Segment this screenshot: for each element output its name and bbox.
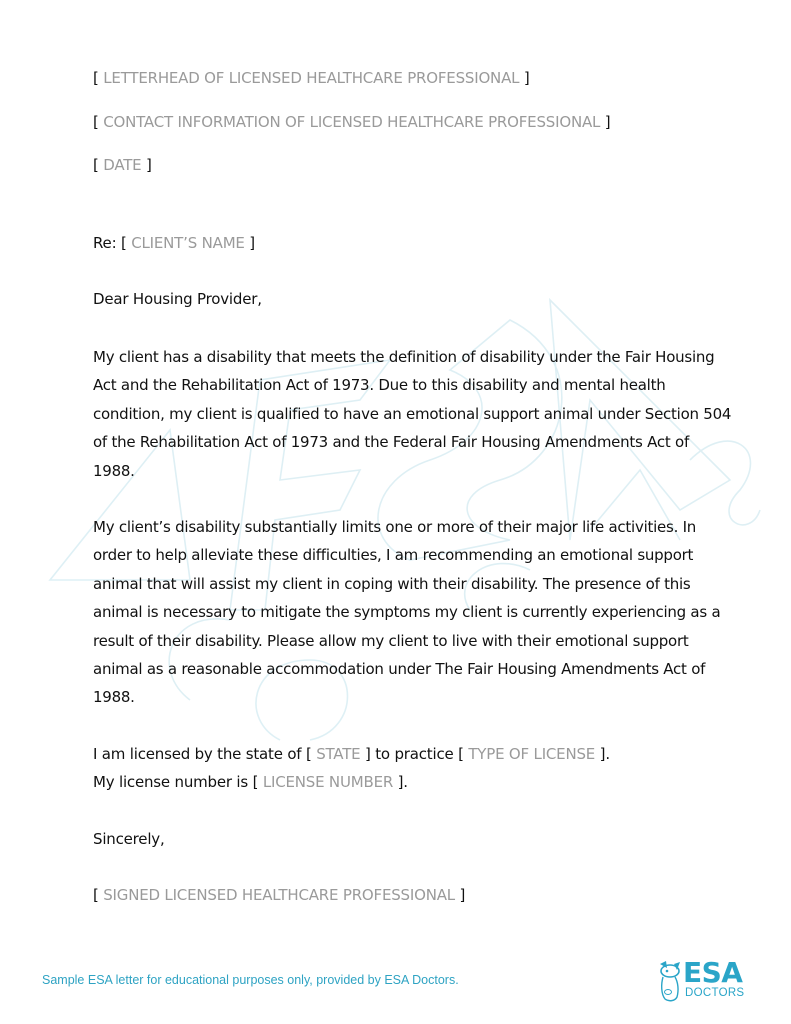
license-text: ] to practice [	[360, 745, 469, 763]
disclaimer-footer: Sample ESA letter for educational purposes only, provided by ESA Doctors.	[42, 973, 459, 987]
bracket-close: ]	[141, 156, 152, 174]
letterhead-placeholder: LETTERHEAD OF LICENSED HEALTHCARE PROFESSIONAL	[103, 69, 520, 87]
date-placeholder: DATE	[103, 156, 142, 174]
bracket-open: [	[93, 886, 104, 904]
state-placeholder: STATE	[316, 745, 361, 763]
license-text: My license number is [	[93, 773, 263, 791]
bracket-close: ]	[519, 69, 530, 87]
bracket-open: [	[93, 113, 104, 131]
signature-placeholder: SIGNED LICENSED HEALTHCARE PROFESSIONAL	[103, 886, 455, 904]
paragraph-2: My client’s disability substantially limits one or more of their major life activities. In order to help alleviate these difficulties, I am recommending an emotional support animal that will assist my client in coping with their disability. The presence of this animal is necessary to mitigate the symptoms my client is currently experiencing as a result of their disability. Please allow my client to live with their emotional support animal as a reasonable accommodation under The Fair Housing Amendments Act of 1988.	[93, 518, 721, 707]
license-line-1	[93, 745, 610, 763]
license-text: I am licensed by the state of [	[93, 745, 317, 763]
bracket-open: [	[93, 156, 104, 174]
closing: Sincerely,	[93, 830, 165, 848]
re-prefix: Re: [	[93, 234, 132, 252]
license-type-placeholder: TYPE OF LICENSE	[468, 745, 596, 763]
logo-esa-text: ESA	[683, 956, 743, 989]
bracket-close: ]	[454, 886, 466, 904]
dog-mascot-icon	[657, 960, 683, 1002]
date-line	[93, 156, 152, 174]
bracket-open: [	[93, 69, 104, 87]
license-number-placeholder: LICENSE NUMBER	[262, 773, 394, 791]
logo-doctors-text: DOCTORS	[685, 987, 745, 999]
bracket-close: ]	[600, 113, 611, 131]
contact-line	[93, 113, 610, 131]
bracket-close: ]	[244, 234, 255, 252]
letterhead-line	[93, 69, 530, 87]
paragraph-1: My client has a disability that meets the definition of disability under the Fair Housing Act and the Rehabilitation Act of 1973. Due to this disability and mental health condition, my client is qualified to have an emotional support animal under Section 504 of the Rehabilitation Act of 1973 and the Federal Fair Housing Amendments Act of 1988.	[93, 348, 732, 480]
salutation: Dear Housing Provider,	[93, 290, 262, 308]
license-line-2	[93, 773, 408, 791]
client-name-placeholder: CLIENT’S NAME	[131, 234, 245, 252]
license-text: ].	[393, 773, 408, 791]
license-text: ].	[595, 745, 610, 763]
signature-line	[93, 886, 465, 904]
contact-placeholder: CONTACT INFORMATION OF LICENSED HEALTHCARE PROFESSIONAL	[103, 113, 601, 131]
re-line	[93, 234, 255, 252]
esa-doctors-logo	[657, 956, 757, 1004]
